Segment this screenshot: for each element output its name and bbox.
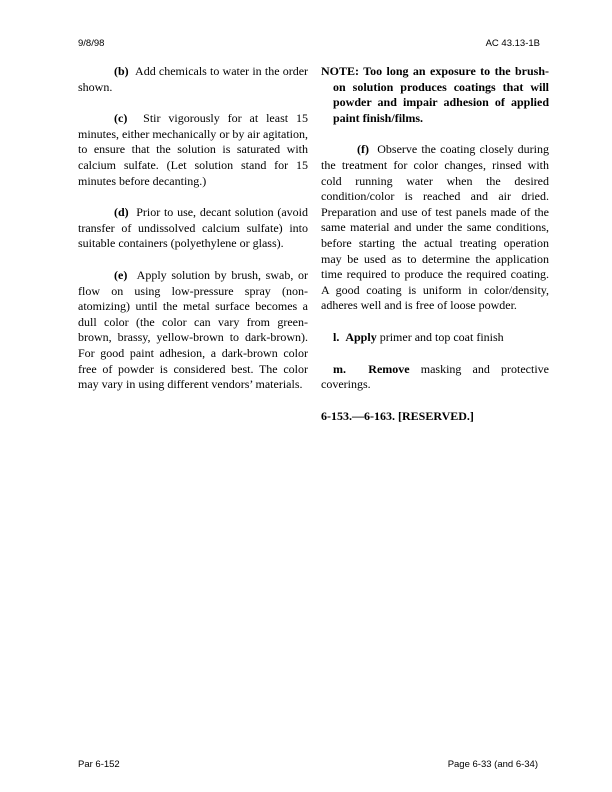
paragraph-f-label: (f) xyxy=(357,142,369,157)
paragraph-d-text: Prior to use, decant solution (avoid transfer of undissolved calcium sulfate) into suitable containers (polyethylene or glass). xyxy=(78,205,308,251)
item-l xyxy=(321,330,549,346)
paragraph-e-label: (e) xyxy=(114,267,128,282)
paragraph-e-text: Apply solution by brush, swab, or flow on using low-pressure spray (non-atomizing) until the metal surface becomes a dull color (the color can vary from green-brown, brassy, yellow-brown to dark-brown). For good paint adhesion, a dark-brown color free of powder is considered best. The color may vary in using different vendors’ materials. xyxy=(78,267,309,392)
paragraph-f-text: Observe the coating closely during the treatment for color changes, rinsed with cold running water when the desired condition/color is reached and air dried. Preparation and use of test panels made of the same material and under the same conditions, before starting the actual treating operation may be used as to determine the application time required to produce the required coating. A good coating is uniform in color/density, adheres well and is free of loose powder. xyxy=(321,142,549,313)
item-l-text: primer and top coat finish xyxy=(379,329,504,344)
paragraph-b-text: Add chemicals to water in the order shown. xyxy=(78,64,309,94)
item-m-text: masking and protective coverings. xyxy=(321,361,549,392)
header-date: 9/8/98 xyxy=(78,38,105,49)
note-block: NOTE: Too long an exposure to the brush-on solution produces coatings that will powder and impair adhesion of applied paint finish/films. xyxy=(321,64,549,125)
reserved-heading: 6-153.—6-163. [RESERVED.] xyxy=(321,408,474,423)
item-m-keyword: Remove xyxy=(368,361,410,376)
paragraph-f xyxy=(321,142,549,314)
left-column xyxy=(78,64,308,409)
item-l-label: l. xyxy=(333,329,340,344)
paragraph-b-label: (b) xyxy=(114,64,129,78)
item-m-label: m. xyxy=(333,361,346,376)
right-column xyxy=(321,64,549,424)
paragraph-d-label: (d) xyxy=(114,205,129,220)
paragraph-c xyxy=(78,111,308,189)
paragraph-c-text: Stir vigorously for at least 15 minutes, either mechanically or by air agitation, to ensure that the solution is saturated with calcium sulfate. (Let solution stand for 15 minutes before decanting.) xyxy=(78,111,308,188)
paragraph-b xyxy=(78,64,308,95)
header-doc-id: AC 43.13-1B xyxy=(485,38,540,49)
item-l-keyword: Apply xyxy=(345,329,377,344)
paragraph-c-label: (c) xyxy=(114,111,128,126)
item-m xyxy=(321,362,549,393)
paragraph-d xyxy=(78,205,308,252)
footer-par: Par 6-152 xyxy=(78,759,120,770)
paragraph-e xyxy=(78,268,308,393)
footer-page: Page 6-33 (and 6-34) xyxy=(447,759,538,770)
